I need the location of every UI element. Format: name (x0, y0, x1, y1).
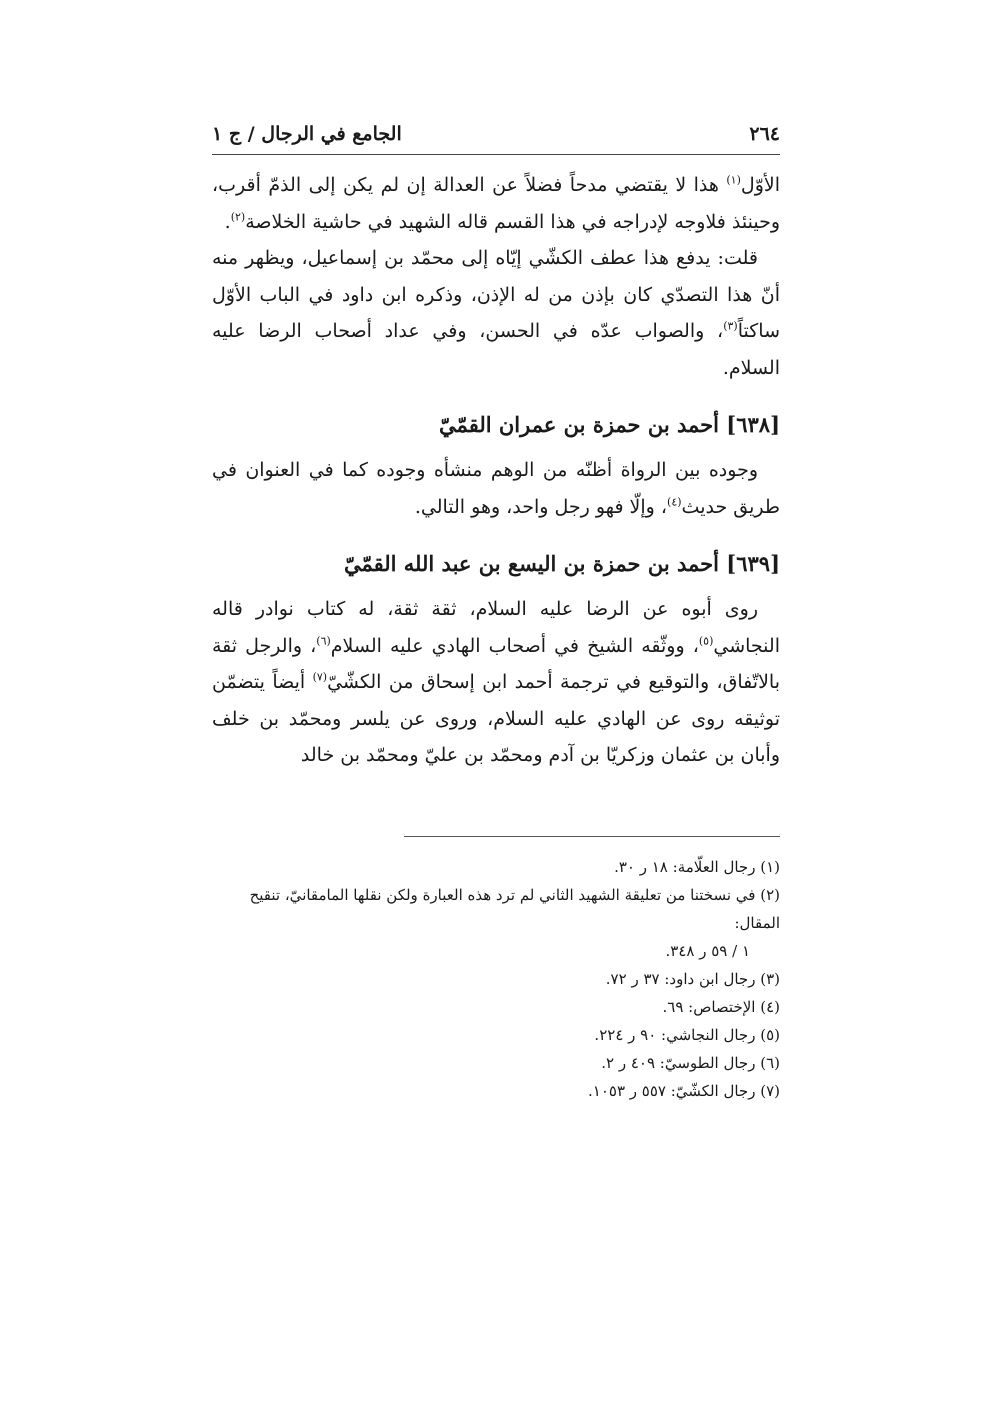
footnote-ref-7[interactable]: (٧) (312, 670, 328, 684)
footnote-7: (٧) رجال الكشّيّ: ٥٥٧ ر ١٠٥٣. (588, 1081, 780, 1100)
book-page (212, 118, 780, 1105)
running-head (212, 118, 780, 155)
footnote-ref-3[interactable]: (٣) (723, 319, 738, 333)
footnote-5: (٥) رجال النجاشي: ٩٠ ر ٢٢٤. (594, 1025, 780, 1044)
footnotes (212, 853, 780, 1105)
entry-639-text: روى أبوه عن الرضا عليه السلام، ثقة ثقة، له كتاب نوادر قاله النجاشي$^{(٥)}$، ووثّقه الشيخ في أصحاب الهادي عليه السلام$^{(٦)}$، والرجل ثقة بالاتّفاق، والتوقيع في ترجمة أحمد ابن إسحاق من الكشّيّ$^{(٧)}$ أيضاً يتضمّن توثيقه روى عن الهادي عليه السلام، وروى عن يلسر ومحمّد بن خلف وأبان بن عثمان وزكريّا بن آدم ومحمّد بن عليّ ومحمّد بن خالد (212, 598, 780, 766)
running-title: الجامع في الرجال / ج ١ (212, 123, 402, 145)
footnote-divider (404, 836, 780, 837)
page-number: ٢٦٤ (749, 123, 780, 145)
entry-heading-639: [٦٣٩] أحمد بن حمزة بن اليسع بن عبد الله القمّيّ (343, 551, 780, 576)
footnote-ref-5[interactable]: (٥) (698, 634, 714, 648)
footnote-2-continuation: ١ / ٥٩ ر ٣٤٨. (665, 941, 750, 960)
paragraph-1: الأوّل$^{(١)}$ هذا لا يقتضي مدحاً فضلاً عن العدالة إن لم يكن إلى الذمّ أقرب، وحينئذ فلاوجه لإدراجه في هذا القسم قاله الشهيد في حاشية الخلاصة$^{(٢)}$. (212, 173, 780, 233)
footnote-6: (٦) رجال الطوسيّ: ٤٠٩ ر ٢. (601, 1053, 780, 1072)
entry-heading-638: [٦٣٨] أحمد بن حمزة بن عمران القمّيّ (439, 412, 780, 437)
body-text (212, 167, 780, 774)
footnote-1: (١) رجال العلّامة: ١٨ ر ٣٠. (614, 857, 780, 876)
footnote-ref-1[interactable]: (١) (726, 173, 741, 187)
footnote-ref-6[interactable]: (٦) (316, 634, 331, 648)
footnote-4: (٤) الإختصاص: ٦٩. (662, 997, 780, 1016)
footnote-ref-2[interactable]: (٢) (230, 210, 246, 224)
footnote-2: (٢) في نسختنا من تعليقة الشهيد الثاني لم ترد هذه العبارة ولكن نقلها المامقانيّ، تنقيح المقال: (249, 885, 780, 932)
entry-638-text: وجوده بين الرواة أظنّه من الوهم منشأه وجوده كما في العنوان في طريق حديث$^{(٤)}$، وإلّا فهو رجل واحد، وهو التالي. (212, 459, 780, 518)
footnote-3: (٣) رجال ابن داود: ٣٧ ر ٧٢. (605, 969, 780, 988)
paragraph-2: قلت: يدفع هذا عطف الكشّي إيّاه إلى محمّد بن إسماعيل، ويظهر منه أنّ هذا التصدّي كان بإذن من له الإذن، وذكره ابن داود في الباب الأوّل ساكتاً$^{(٣)}$، والصواب عدّه في الحسن، وفي عداد أصحاب الرضا عليه السلام. (212, 247, 780, 379)
footnote-ref-4[interactable]: (٤) (667, 495, 682, 509)
